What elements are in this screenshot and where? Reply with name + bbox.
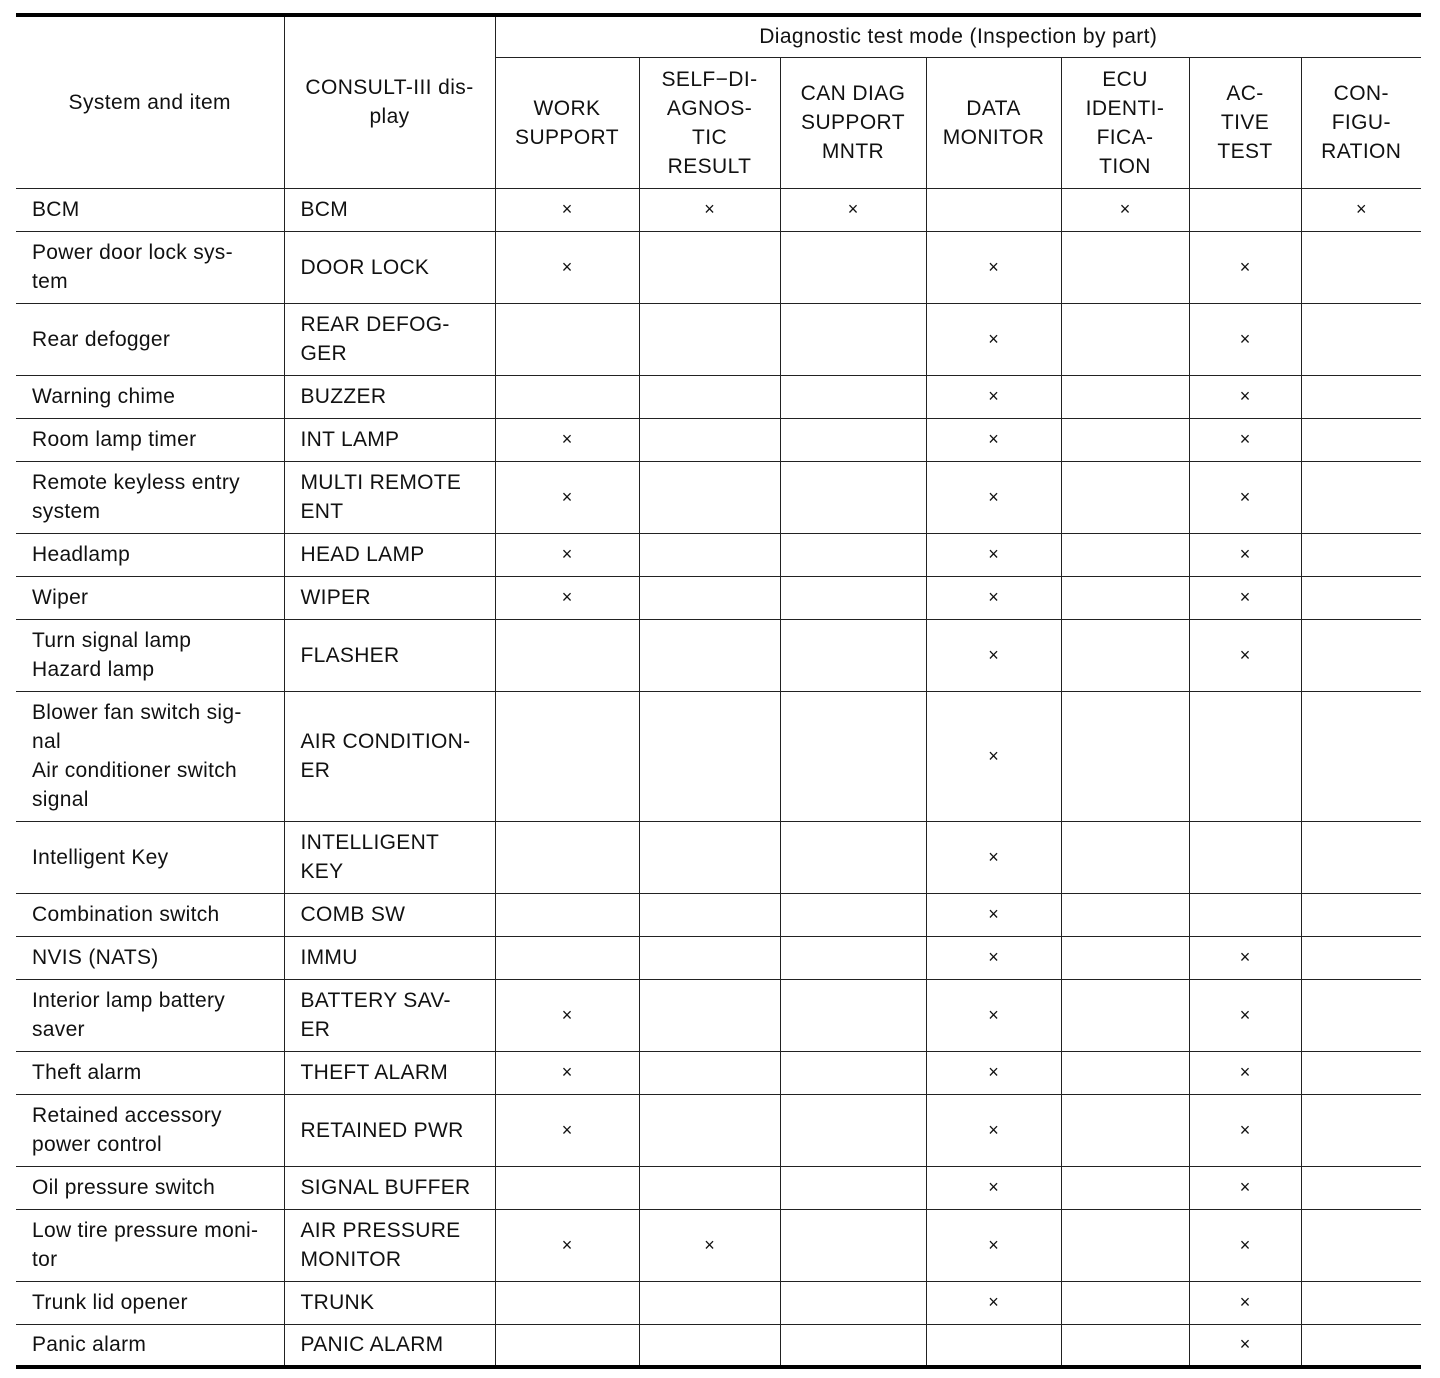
check-mark-cell: × <box>495 231 639 303</box>
empty-cell <box>780 1281 926 1324</box>
empty-cell <box>639 979 780 1051</box>
consult-display-cell: SIGNAL BUFFER <box>284 1166 495 1209</box>
empty-cell <box>639 1051 780 1094</box>
table-row <box>16 821 1421 893</box>
table-row <box>16 418 1421 461</box>
empty-cell <box>639 1324 780 1367</box>
check-mark-cell: × <box>495 576 639 619</box>
consult-display-cell: MULTI REMOTE ENT <box>284 461 495 533</box>
system-item-cell: Interior lamp battery saver <box>16 979 284 1051</box>
empty-cell <box>780 461 926 533</box>
table-row <box>16 303 1421 375</box>
empty-cell <box>1061 1324 1189 1367</box>
check-mark-cell: × <box>495 533 639 576</box>
consult-display-cell: PANIC ALARM <box>284 1324 495 1367</box>
check-mark-cell: × <box>926 691 1061 821</box>
check-mark-cell: × <box>926 231 1061 303</box>
check-mark-cell: × <box>926 1051 1061 1094</box>
system-item-cell: Rear defogger <box>16 303 284 375</box>
empty-cell <box>1301 936 1421 979</box>
header-system-item: System and item <box>16 15 284 188</box>
consult-display-cell: COMB SW <box>284 893 495 936</box>
empty-cell <box>780 1166 926 1209</box>
check-mark-cell: × <box>1189 461 1301 533</box>
empty-cell <box>1301 231 1421 303</box>
empty-cell <box>1301 821 1421 893</box>
consult-display-cell: REAR DEFOG- GER <box>284 303 495 375</box>
empty-cell <box>639 1166 780 1209</box>
check-mark-cell: × <box>1189 1324 1301 1367</box>
empty-cell <box>495 1166 639 1209</box>
empty-cell <box>780 576 926 619</box>
empty-cell <box>780 533 926 576</box>
check-mark-cell: × <box>926 418 1061 461</box>
empty-cell <box>926 188 1061 231</box>
empty-cell <box>1301 418 1421 461</box>
empty-cell <box>780 691 926 821</box>
empty-cell <box>780 303 926 375</box>
empty-cell <box>780 936 926 979</box>
system-item-cell: Remote keyless entry system <box>16 461 284 533</box>
empty-cell <box>780 1209 926 1281</box>
empty-cell <box>1061 619 1189 691</box>
check-mark-cell: × <box>926 1094 1061 1166</box>
consult-display-cell: BUZZER <box>284 375 495 418</box>
check-mark-cell: × <box>1189 418 1301 461</box>
check-mark-cell: × <box>1061 188 1189 231</box>
empty-cell <box>639 893 780 936</box>
table-header <box>16 15 1421 188</box>
header-mode-6: CON- FIGU- RATION <box>1301 57 1421 188</box>
check-mark-cell: × <box>639 1209 780 1281</box>
check-mark-cell: × <box>1189 1281 1301 1324</box>
empty-cell <box>639 691 780 821</box>
empty-cell <box>1189 893 1301 936</box>
header-mode-5: AC- TIVE TEST <box>1189 57 1301 188</box>
system-item-cell: Warning chime <box>16 375 284 418</box>
consult-display-cell: HEAD LAMP <box>284 533 495 576</box>
consult-display-cell: IMMU <box>284 936 495 979</box>
check-mark-cell: × <box>926 461 1061 533</box>
empty-cell <box>1061 576 1189 619</box>
check-mark-cell: × <box>926 821 1061 893</box>
system-item-cell: Turn signal lamp Hazard lamp <box>16 619 284 691</box>
empty-cell <box>1061 1281 1189 1324</box>
consult-display-cell: AIR PRESSURE MONITOR <box>284 1209 495 1281</box>
table-row <box>16 1324 1421 1367</box>
system-item-cell: Blower fan switch sig- nal Air conditioner switch signal <box>16 691 284 821</box>
table-row <box>16 691 1421 821</box>
system-item-cell: Oil pressure switch <box>16 1166 284 1209</box>
check-mark-cell: × <box>1189 936 1301 979</box>
empty-cell <box>780 619 926 691</box>
table-row <box>16 461 1421 533</box>
consult-display-cell: RETAINED PWR <box>284 1094 495 1166</box>
empty-cell <box>1189 188 1301 231</box>
check-mark-cell: × <box>1189 1166 1301 1209</box>
empty-cell <box>639 303 780 375</box>
empty-cell <box>495 821 639 893</box>
system-item-cell: Panic alarm <box>16 1324 284 1367</box>
empty-cell <box>1061 418 1189 461</box>
check-mark-cell: × <box>495 188 639 231</box>
table-row <box>16 1281 1421 1324</box>
check-mark-cell: × <box>926 619 1061 691</box>
check-mark-cell: × <box>495 461 639 533</box>
empty-cell <box>1061 303 1189 375</box>
empty-cell <box>639 231 780 303</box>
empty-cell <box>780 893 926 936</box>
header-mode-1: SELF−DI- AGNOS- TIC RESULT <box>639 57 780 188</box>
header-diagnostic-test-mode: Diagnostic test mode (Inspection by part) <box>495 15 1421 57</box>
empty-cell <box>639 1094 780 1166</box>
empty-cell <box>780 821 926 893</box>
empty-cell <box>495 893 639 936</box>
check-mark-cell: × <box>1189 576 1301 619</box>
empty-cell <box>1061 821 1189 893</box>
empty-cell <box>1061 231 1189 303</box>
empty-cell <box>639 619 780 691</box>
header-row-group <box>16 15 1421 57</box>
empty-cell <box>1301 893 1421 936</box>
empty-cell <box>1061 1209 1189 1281</box>
empty-cell <box>1061 461 1189 533</box>
empty-cell <box>495 375 639 418</box>
system-item-cell: Headlamp <box>16 533 284 576</box>
check-mark-cell: × <box>495 418 639 461</box>
header-mode-4: ECU IDENTI- FICA- TION <box>1061 57 1189 188</box>
table-row <box>16 231 1421 303</box>
empty-cell <box>639 576 780 619</box>
table-row <box>16 533 1421 576</box>
empty-cell <box>639 533 780 576</box>
check-mark-cell: × <box>495 979 639 1051</box>
consult-display-cell: INTELLIGENT KEY <box>284 821 495 893</box>
empty-cell <box>639 821 780 893</box>
header-mode-0: WORK SUPPORT <box>495 57 639 188</box>
system-item-cell: BCM <box>16 188 284 231</box>
empty-cell <box>495 1324 639 1367</box>
check-mark-cell: × <box>926 303 1061 375</box>
consult-display-cell: WIPER <box>284 576 495 619</box>
empty-cell <box>1061 533 1189 576</box>
table-row <box>16 1094 1421 1166</box>
check-mark-cell: × <box>495 1209 639 1281</box>
empty-cell <box>1301 576 1421 619</box>
empty-cell <box>1301 303 1421 375</box>
empty-cell <box>926 1324 1061 1367</box>
empty-cell <box>495 936 639 979</box>
empty-cell <box>1301 619 1421 691</box>
table-row <box>16 1051 1421 1094</box>
empty-cell <box>1061 375 1189 418</box>
header-consult-display: CONSULT-III dis- play <box>284 15 495 188</box>
check-mark-cell: × <box>926 375 1061 418</box>
consult-display-cell: FLASHER <box>284 619 495 691</box>
check-mark-cell: × <box>495 1094 639 1166</box>
consult-display-cell: BATTERY SAV- ER <box>284 979 495 1051</box>
empty-cell <box>1061 893 1189 936</box>
empty-cell <box>1061 691 1189 821</box>
consult-display-cell: AIR CONDITION- ER <box>284 691 495 821</box>
table-row <box>16 893 1421 936</box>
empty-cell <box>639 1281 780 1324</box>
system-item-cell: Wiper <box>16 576 284 619</box>
empty-cell <box>1301 979 1421 1051</box>
check-mark-cell: × <box>495 1051 639 1094</box>
check-mark-cell: × <box>639 188 780 231</box>
table-row <box>16 1209 1421 1281</box>
check-mark-cell: × <box>1189 375 1301 418</box>
check-mark-cell: × <box>1189 979 1301 1051</box>
empty-cell <box>1061 936 1189 979</box>
table-row <box>16 188 1421 231</box>
empty-cell <box>1301 375 1421 418</box>
empty-cell <box>495 691 639 821</box>
empty-cell <box>780 1051 926 1094</box>
empty-cell <box>1301 691 1421 821</box>
consult-display-cell: TRUNK <box>284 1281 495 1324</box>
system-item-cell: Retained accessory power control <box>16 1094 284 1166</box>
check-mark-cell: × <box>1189 1094 1301 1166</box>
empty-cell <box>1301 533 1421 576</box>
empty-cell <box>1301 461 1421 533</box>
empty-cell <box>1189 691 1301 821</box>
check-mark-cell: × <box>926 1209 1061 1281</box>
consult-display-cell: BCM <box>284 188 495 231</box>
empty-cell <box>639 375 780 418</box>
check-mark-cell: × <box>926 576 1061 619</box>
empty-cell <box>1301 1209 1421 1281</box>
empty-cell <box>780 979 926 1051</box>
table-row <box>16 979 1421 1051</box>
consult-display-cell: INT LAMP <box>284 418 495 461</box>
header-mode-3: DATA MONITOR <box>926 57 1061 188</box>
table-row <box>16 375 1421 418</box>
consult-display-cell: DOOR LOCK <box>284 231 495 303</box>
check-mark-cell: × <box>926 533 1061 576</box>
empty-cell <box>1301 1094 1421 1166</box>
system-item-cell: NVIS (NATS) <box>16 936 284 979</box>
empty-cell <box>495 619 639 691</box>
empty-cell <box>639 418 780 461</box>
table-row <box>16 619 1421 691</box>
check-mark-cell: × <box>1189 533 1301 576</box>
system-item-cell: Intelligent Key <box>16 821 284 893</box>
system-item-cell: Theft alarm <box>16 1051 284 1094</box>
table-row <box>16 1166 1421 1209</box>
check-mark-cell: × <box>926 1281 1061 1324</box>
diagnostic-mode-table <box>16 13 1421 1369</box>
check-mark-cell: × <box>926 1166 1061 1209</box>
check-mark-cell: × <box>1189 231 1301 303</box>
empty-cell <box>1061 1094 1189 1166</box>
check-mark-cell: × <box>926 936 1061 979</box>
empty-cell <box>780 375 926 418</box>
empty-cell <box>780 418 926 461</box>
empty-cell <box>1301 1281 1421 1324</box>
empty-cell <box>495 303 639 375</box>
consult-display-cell: THEFT ALARM <box>284 1051 495 1094</box>
table-row <box>16 936 1421 979</box>
table-body <box>16 188 1421 1367</box>
system-item-cell: Trunk lid opener <box>16 1281 284 1324</box>
table-row <box>16 576 1421 619</box>
empty-cell <box>639 461 780 533</box>
empty-cell <box>1189 821 1301 893</box>
empty-cell <box>780 1324 926 1367</box>
empty-cell <box>780 231 926 303</box>
system-item-cell: Power door lock sys- tem <box>16 231 284 303</box>
system-item-cell: Combination switch <box>16 893 284 936</box>
empty-cell <box>1061 979 1189 1051</box>
empty-cell <box>1061 1166 1189 1209</box>
check-mark-cell: × <box>926 893 1061 936</box>
check-mark-cell: × <box>1189 1051 1301 1094</box>
empty-cell <box>1301 1051 1421 1094</box>
system-item-cell: Low tire pressure moni- tor <box>16 1209 284 1281</box>
check-mark-cell: × <box>1301 188 1421 231</box>
empty-cell <box>495 1281 639 1324</box>
check-mark-cell: × <box>926 979 1061 1051</box>
system-item-cell: Room lamp timer <box>16 418 284 461</box>
check-mark-cell: × <box>1189 1209 1301 1281</box>
check-mark-cell: × <box>1189 619 1301 691</box>
empty-cell <box>780 1094 926 1166</box>
check-mark-cell: × <box>780 188 926 231</box>
empty-cell <box>1301 1324 1421 1367</box>
empty-cell <box>1301 1166 1421 1209</box>
empty-cell <box>639 936 780 979</box>
empty-cell <box>1061 1051 1189 1094</box>
header-mode-2: CAN DIAG SUPPORT MNTR <box>780 57 926 188</box>
check-mark-cell: × <box>1189 303 1301 375</box>
